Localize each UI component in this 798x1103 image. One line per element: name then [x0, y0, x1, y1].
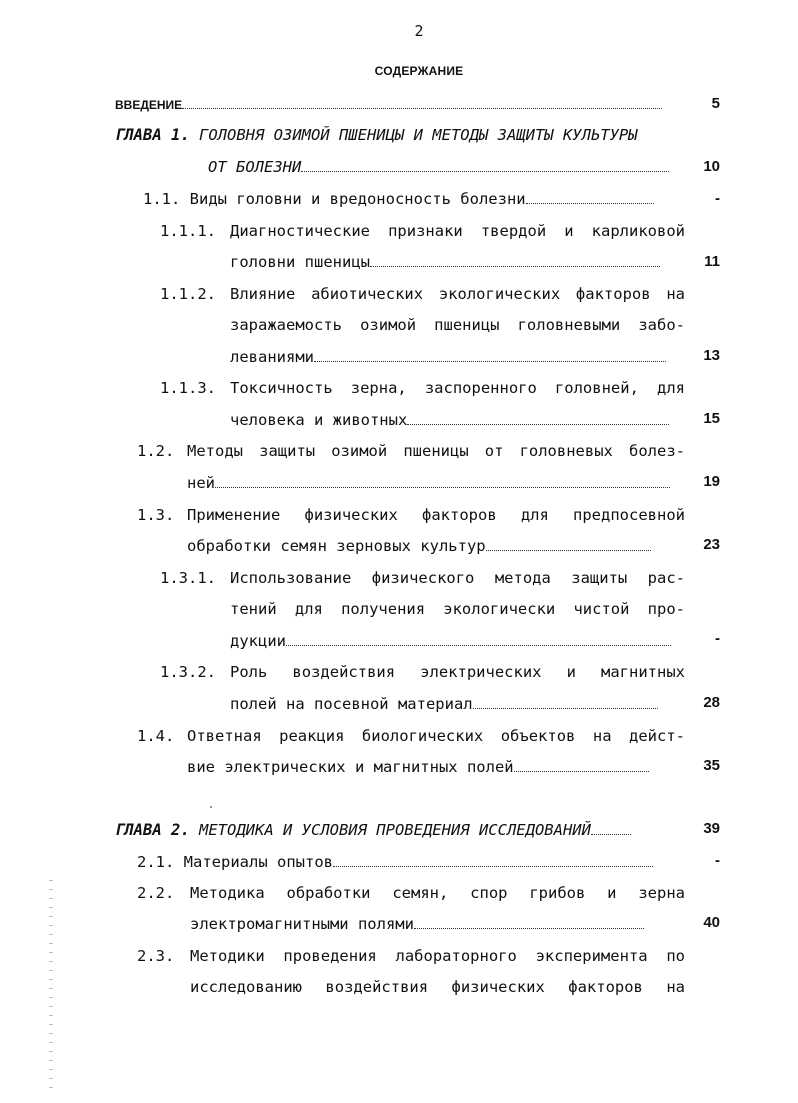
section-text-line3: дукции	[230, 632, 286, 650]
section-text-line2: тений для получения экологически чистой про-	[230, 600, 685, 618]
section-2-2-page: 40	[703, 914, 720, 931]
scan-speck	[210, 806, 212, 808]
toc-entry-2-1	[137, 853, 677, 871]
toc-chapter-1	[115, 126, 685, 144]
section-1-1-1-page: 11	[704, 253, 720, 270]
section-text-line2: обработки семян зерновых культур	[187, 537, 486, 555]
section-text-line1: Методы защиты озимой пшеницы от головневых болез-	[187, 442, 685, 460]
leader-dots	[514, 759, 649, 772]
section-text-line1: Ответная реакция биологических объектов на дейст-	[187, 727, 685, 745]
section-number: 1.1.1.	[160, 222, 216, 240]
leader-dots	[473, 696, 658, 709]
leader-dots	[215, 475, 670, 488]
chapter-1-label: ГЛАВА 1.	[115, 126, 190, 144]
chapter-1-title-line1: ГОЛОВНЯ ОЗИМОЙ ПШЕНИЦЫ И МЕТОДЫ ЗАЩИТЫ КУЛЬТУРЫ	[199, 126, 638, 144]
section-number: 1.1.3.	[160, 379, 216, 397]
section-text-line2: электромагнитными полями	[190, 915, 414, 933]
leader-dots	[414, 916, 644, 929]
section-text-line2: полей на посевной материал	[230, 695, 473, 713]
leader-dots	[314, 349, 666, 362]
section-text-line1: Методики проведения лабораторного эксперимента по	[190, 947, 685, 965]
section-text-line1: Токсичность зерна, заспоренного головней, для	[230, 379, 685, 397]
section-number: 1.1.	[143, 190, 181, 208]
section-1-2-page: 19	[703, 473, 720, 490]
section-1-3-page: 23	[703, 536, 720, 553]
toc-entry-1-1-3-cont	[230, 411, 680, 429]
section-text-line2: человека и животных	[230, 411, 408, 429]
chapter-2-page: 39	[703, 820, 720, 837]
section-number: 2.2.	[137, 884, 175, 902]
toc-entry-1-1-2-line2	[230, 316, 685, 334]
toc-entry-1-2-cont	[187, 474, 677, 492]
leader-dots	[286, 633, 671, 646]
leader-dots	[182, 96, 662, 109]
toc-chapter-1-cont	[208, 158, 678, 176]
leader-dots	[301, 159, 669, 172]
leader-dots	[526, 191, 654, 204]
section-text-line2: исследованию воздействия физических факторов на	[190, 978, 685, 996]
section-number: 1.3.2.	[160, 663, 216, 681]
section-text-line1: Использование физического метода защиты рас-	[230, 569, 685, 587]
toc-entry-1-1-2-line3	[230, 348, 680, 366]
toc-entry-2-3-line2	[190, 978, 685, 996]
leader-dots	[407, 412, 669, 425]
toc-entry-1-3-cont	[187, 537, 677, 555]
section-number: 1.2.	[137, 442, 175, 460]
section-1-1-3-page: 15	[703, 410, 720, 427]
toc-entry-1-1-1-cont	[230, 253, 670, 271]
section-text-line2: ней	[187, 474, 215, 492]
section-number: 1.4.	[137, 727, 175, 745]
toc-entry-1-3-1-line2	[230, 600, 685, 618]
chapter-2-title: МЕТОДИКА И УСЛОВИЯ ПРОВЕДЕНИЯ ИССЛЕДОВАНИЙ	[199, 821, 591, 839]
scan-margin-marks	[49, 880, 53, 1095]
toc-entry-1-3-1-line3	[230, 632, 680, 650]
intro-label: ВВЕДЕНИЕ	[115, 98, 183, 112]
toc-entry-1-4-cont	[187, 758, 677, 776]
section-text-line1: Диагностические признаки твердой и карликовой	[230, 222, 685, 240]
chapter-2-label: ГЛАВА 2.	[115, 821, 190, 839]
section-text: Материалы опытов	[183, 853, 333, 871]
toc-title: СОДЕРЖАНИЕ	[374, 64, 464, 78]
leader-dots	[591, 822, 631, 835]
section-number: 1.3.1.	[160, 569, 216, 587]
section-2-1-page: -	[715, 852, 720, 869]
intro-page: 5	[711, 95, 720, 112]
leader-dots	[370, 254, 660, 267]
section-1-1-2-page: 13	[703, 347, 720, 364]
section-text-line2: вие электрических и магнитных полей	[187, 758, 514, 776]
section-text-line2: головни пшеницы	[230, 253, 370, 271]
leader-dots	[486, 538, 651, 551]
section-1-4-page: 35	[703, 757, 720, 774]
section-text: Виды головни и вредоносность болезни	[189, 190, 526, 208]
section-1-1-page: -	[715, 190, 720, 207]
section-text-line1: Применение физических факторов для предпосевной	[187, 506, 685, 524]
section-number: 1.1.2.	[160, 285, 216, 303]
chapter-1-page: 10	[703, 158, 720, 175]
section-text-line1: Роль воздействия электрических и магнитных	[230, 663, 685, 681]
toc-entry-intro	[115, 96, 695, 114]
toc-entry-2-2-cont	[190, 915, 678, 933]
leader-dots	[333, 854, 653, 867]
section-text-line3: леваниями	[230, 348, 314, 366]
page-number: 2	[414, 22, 424, 40]
toc-entry-1-3-2-cont	[230, 695, 680, 713]
toc-entry-1-1	[143, 190, 683, 208]
chapter-1-title-line2: ОТ БОЛЕЗНИ	[208, 158, 302, 176]
section-1-3-1-page: -	[715, 630, 720, 647]
section-number: 1.3.	[137, 506, 175, 524]
section-number: 2.1.	[137, 853, 175, 871]
section-text-line1: Методика обработки семян, спор грибов и зерна	[190, 884, 685, 902]
section-text-line1: Влияние абиотических экологических факторов на	[230, 285, 685, 303]
toc-chapter-2	[115, 821, 680, 839]
section-1-3-2-page: 28	[703, 694, 720, 711]
section-number: 2.3.	[137, 947, 175, 965]
section-text-line2: заражаемость озимой пшеницы головневыми забо-	[230, 316, 685, 334]
